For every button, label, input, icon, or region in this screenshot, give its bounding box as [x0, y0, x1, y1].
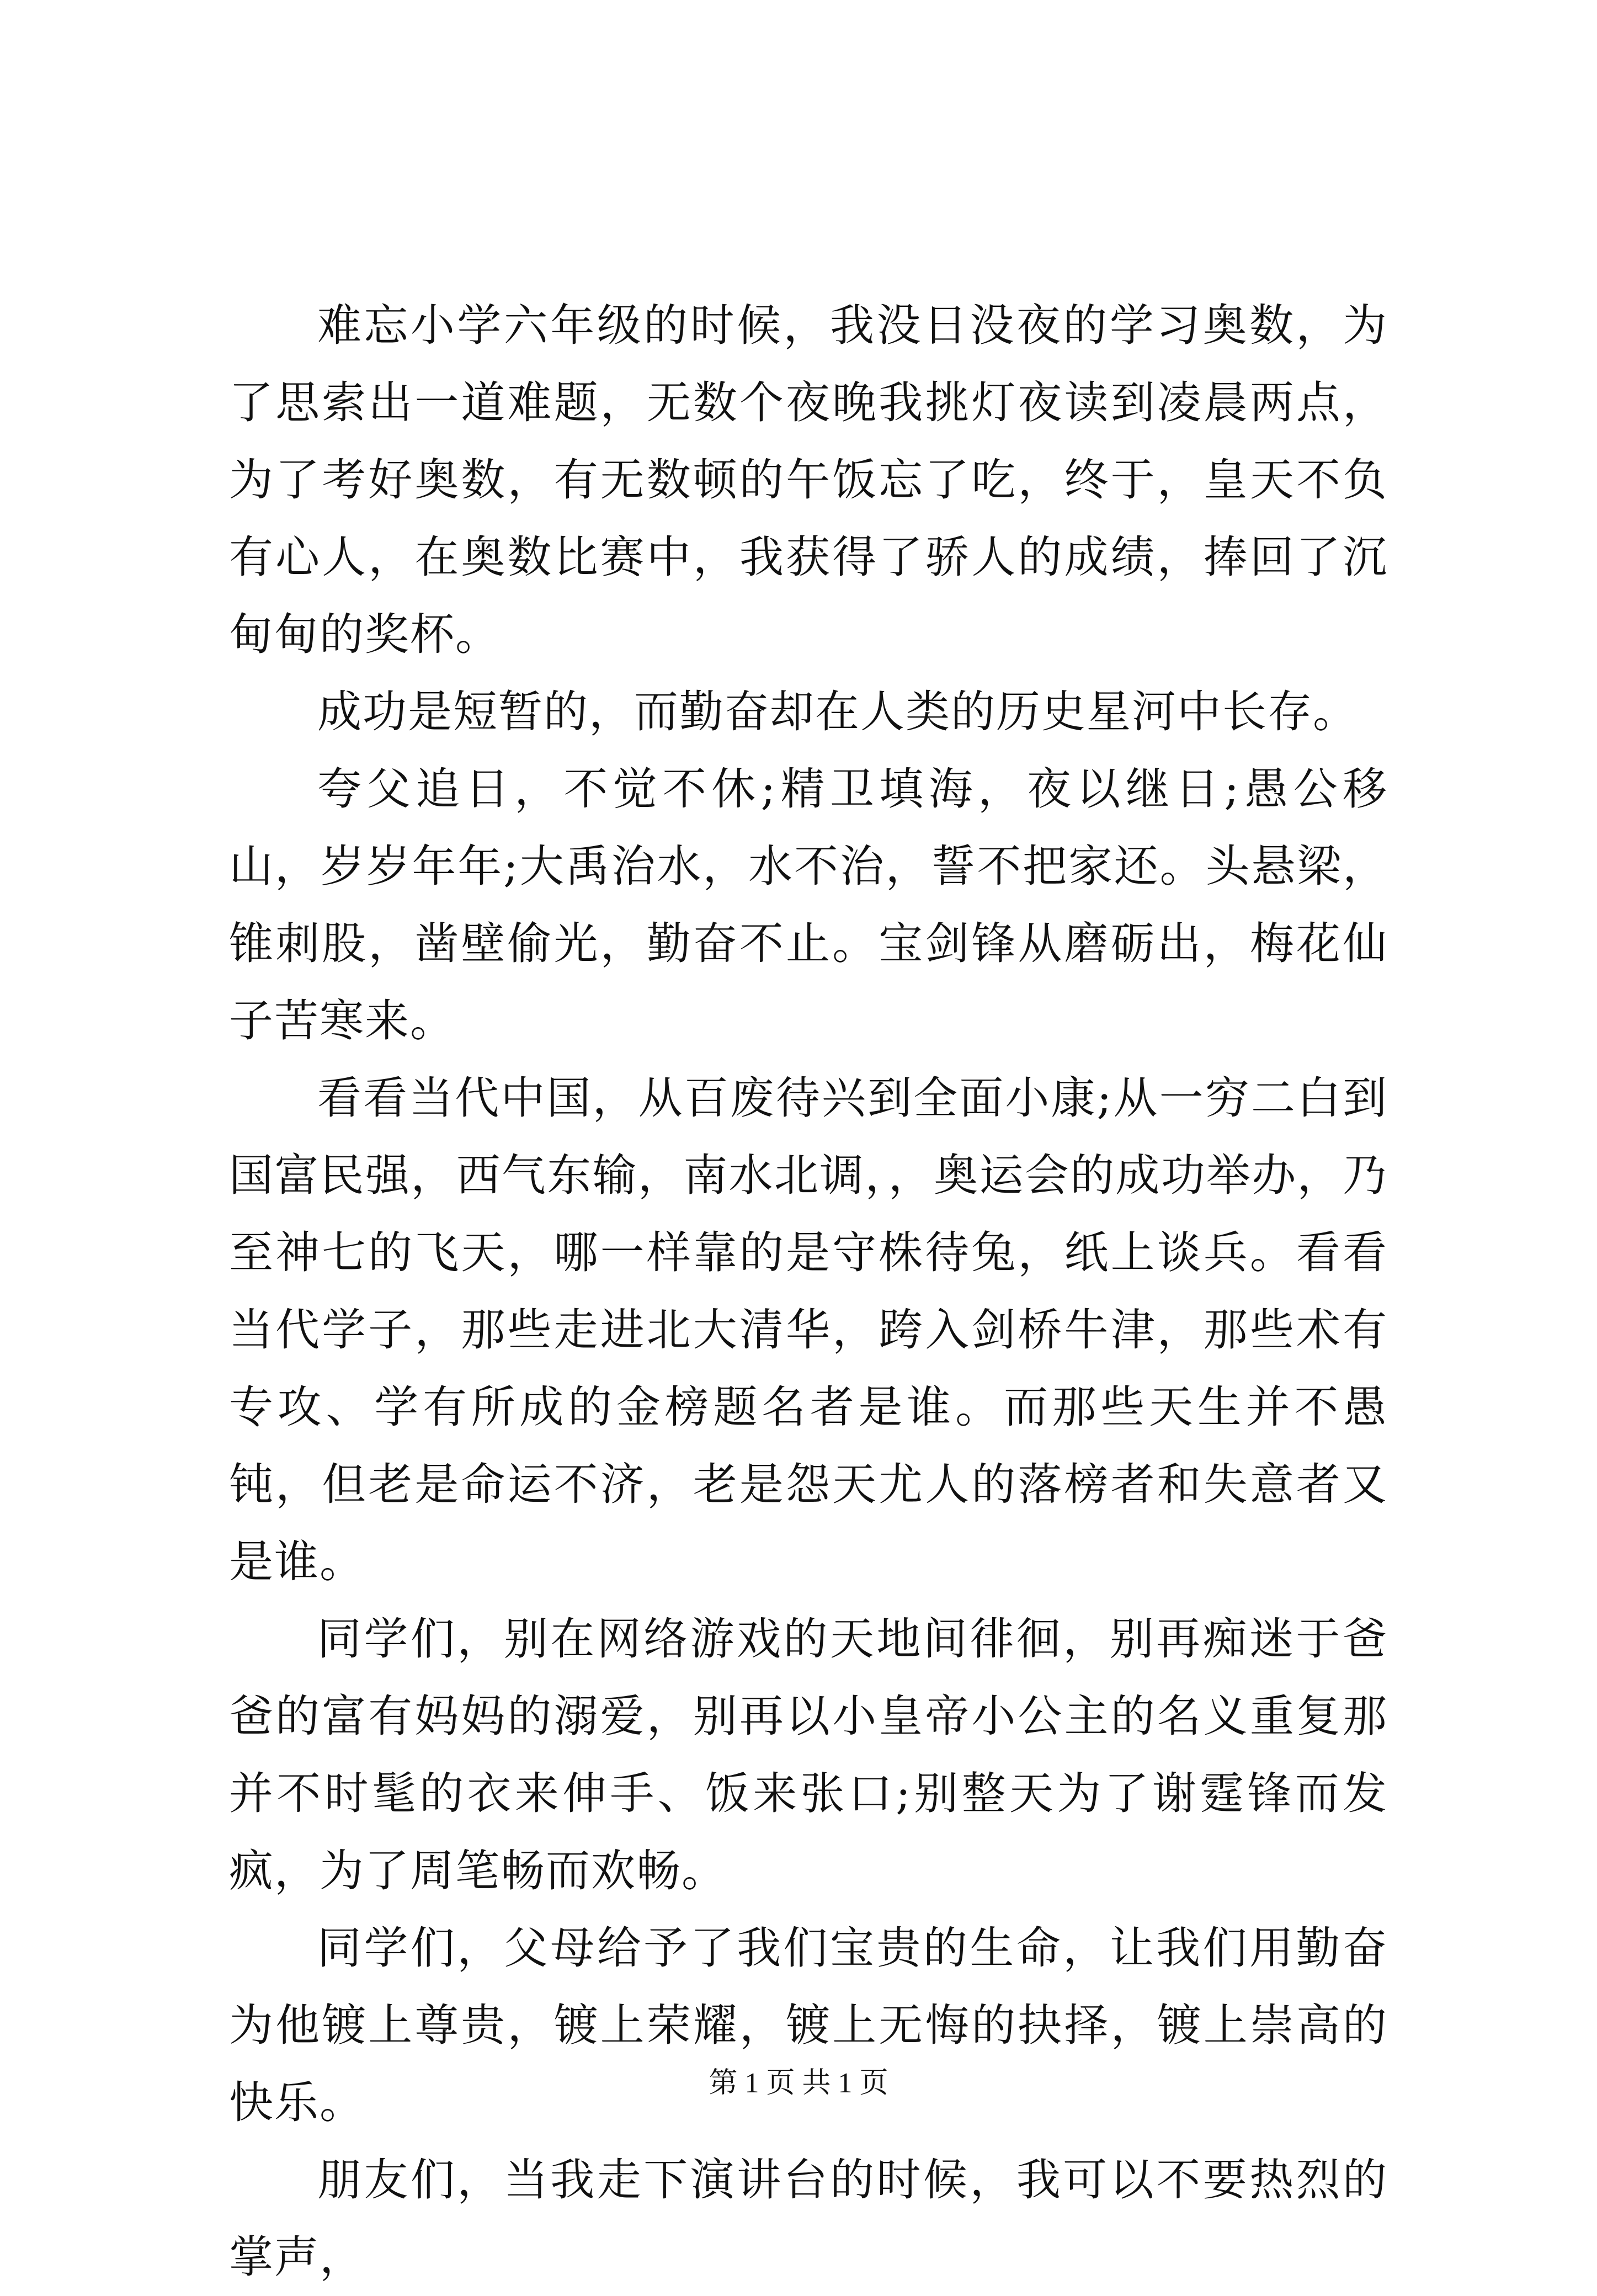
- paragraph: 难忘小学六年级的时候，我没日没夜的学习奥数，为了思索出一道难题，无数个夜晚我挑灯夜读到凌晨两点，为了考好奥数，有无数顿的午饭忘了吃，终于，皇天不负有心人，在奥数比赛中，我获得了骄人的成绩，捧回了沉甸甸的奖杯。: [229, 300, 1388, 660]
- paragraph: 同学们，别在网络游戏的天地间徘徊，别再痴迷于爸爸的富有妈妈的溺爱，别再以小皇帝小公主的名义重复那并不时髦的衣来伸手、饭来张口;别整天为了谢霆锋而发疯，为了周笔畅而欢畅。: [229, 1613, 1388, 1896]
- page-footer: [0, 2067, 1597, 2100]
- paragraph: 看看当代中国，从百废待兴到全面小康;从一穷二白到国富民强，西气东输，南水北调，，奥运会的成功举办，乃至神七的飞天，哪一样靠的是守株待兔，纸上谈兵。看看当代学子，那些走进北大清华，跨入剑桥牛津，那些术有专攻、学有所成的金榜题名者是谁。而那些天生并不愚钝，但老是命运不济，老是怨天尤人的落榜者和失意者又是谁。: [229, 1072, 1388, 1587]
- paragraph: 同学们，父母给予了我们宝贵的生命，让我们用勤奋为他镀上尊贵，镀上荣耀，镀上无悔的抉择，镀上崇高的快乐。: [229, 1922, 1388, 2128]
- paragraph: 夸父追日，不觉不休;精卫填海，夜以继日;愚公移山，岁岁年年;大禹治水，水不治，誓不把家还。头悬梁，锥刺股，凿壁偷光，勤奋不止。宝剑锋从磨砺出，梅花仙子苦寒来。: [229, 763, 1388, 1046]
- paragraph: 朋友们，当我走下演讲台的时候，我可以不要热烈的掌声，: [229, 2154, 1388, 2283]
- document-body: [229, 287, 1388, 2296]
- paragraph: 成功是短暂的，而勤奋却在人类的历史星河中长存。: [317, 686, 1358, 737]
- page-number-label: 第 1 页 共 1 页: [709, 2068, 888, 2099]
